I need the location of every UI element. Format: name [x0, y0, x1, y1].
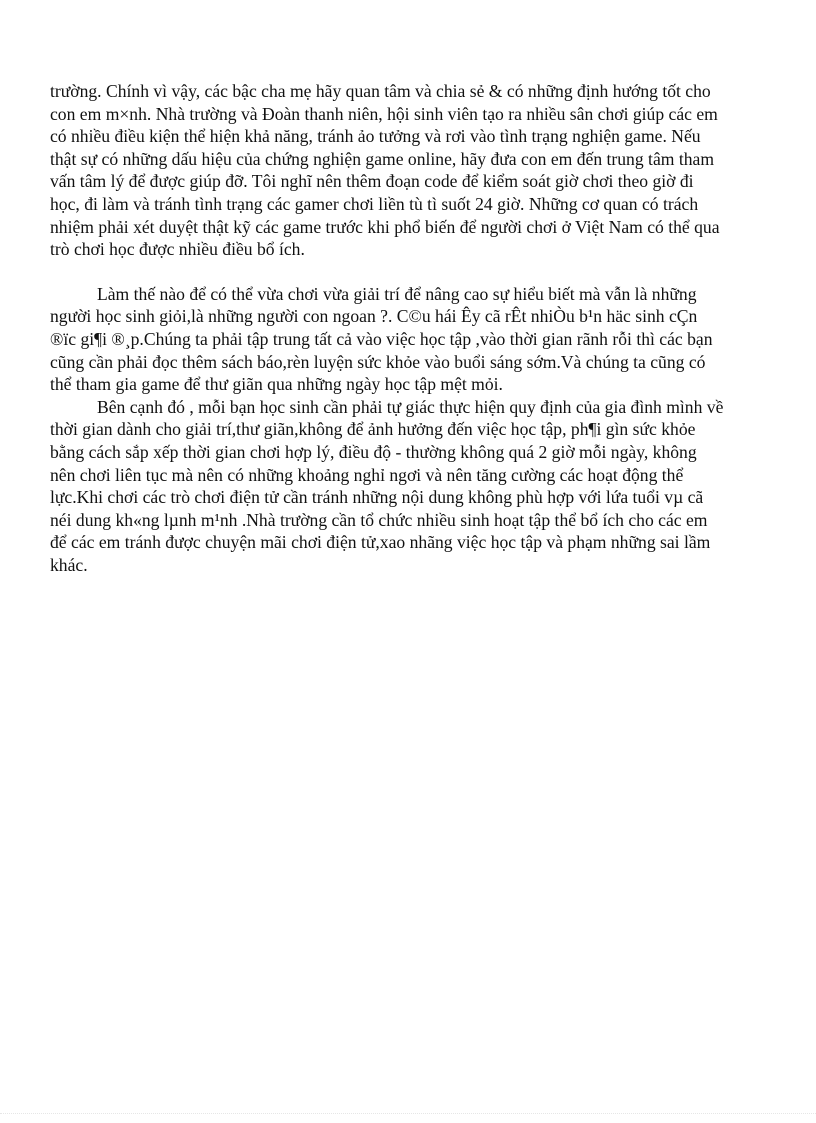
page-bottom-divider — [0, 1113, 816, 1115]
text-line: cũng cần phải đọc thêm sách báo,rèn luyện sức khỏe vào buổi sáng sớm.Và chúng ta cũng có — [50, 351, 706, 372]
text-line: bằng cách sắp xếp thời gian chơi hợp lý, điều độ - thường không quá 2 giờ mỗi ngày, không — [50, 441, 697, 462]
text-line: trò chơi học được nhiều điều bổ ích. — [50, 239, 305, 260]
paragraph-2 — [50, 283, 762, 396]
text-line: học, đi làm và tránh tình trạng các gamer chơi liền tù tì suốt 24 giờ. Những cơ quan có trách — [50, 193, 699, 214]
text-line: thật sự có những dấu hiệu của chứng nghiện game online, hãy đưa con em đến trung tâm tham — [50, 148, 715, 169]
text-line: người học sinh giỏi,là những người con ngoan ?. C©u hái Êy cã rÊt nhiÒu b¹n häc sinh cÇn — [50, 306, 698, 327]
text-line: vấn tâm lý để được giúp đỡ. Tôi nghĩ nên thêm đoạn code để kiểm soát giờ chơi theo giờ đi — [50, 171, 694, 192]
text-line: trường. Chính vì vậy, các bậc cha mẹ hãy quan tâm và chia sẻ & có những định hướng tốt cho — [50, 81, 711, 101]
text-line: thời gian dành cho giải trí,thư giãn,không để ảnh hưởng đến việc học tập, ph¶i gìn sức khỏe — [50, 419, 696, 440]
paragraph-spacer — [50, 261, 762, 283]
text-line: Bên cạnh đó , mỗi bạn học sinh cần phải tự giác thực hiện quy định của gia đình mình về — [97, 396, 724, 417]
paragraph-3 — [50, 396, 762, 577]
document-body — [50, 80, 762, 576]
text-line: Làm thế nào để có thể vừa chơi vừa giải trí để nâng cao sự hiểu biết mà vẫn là những — [97, 283, 697, 304]
text-line: có nhiều điều kiện thể hiện khả năng, tránh ảo tưởng và rơi vào tình trạng nghiện game. Nếu — [50, 126, 701, 147]
text-line: ®ïc gi¶i ®¸p.Chúng ta phải tập trung tất cả vào việc học tập ,vào thời gian rãnh rỗi thì các bạn — [50, 328, 713, 349]
text-line: lực.Khi chơi các trò chơi điện tử cần tránh những nội dung không phù hợp với lứa tuổi vµ cã — [50, 487, 704, 508]
paragraph-1 — [50, 80, 762, 261]
text-line: khác. — [50, 554, 88, 575]
text-line: nên chơi liên tục mà nên có những khoảng nghỉ ngơi và nên tăng cường các hoạt động thể — [50, 464, 684, 485]
text-line: thể tham gia game để thư giãn qua những ngày học tập mệt mỏi. — [50, 374, 503, 395]
text-line: nhiệm phải xét duyệt thật kỹ các game trước khi phổ biến để người chơi ở Việt Nam có thể qua — [50, 216, 720, 237]
text-line: néi dung kh«ng lµnh m¹nh .Nhà trường cần tổ chức nhiều sinh hoạt tập thể bổ ích cho các em — [50, 509, 708, 530]
text-line: để các em tránh được chuyện mãi chơi điện tử,xao nhãng việc học tập và phạm những sai lầm — [50, 532, 711, 553]
text-line: con em m×nh. Nhà trường và Đoàn thanh niên, hội sinh viên tạo ra nhiều sân chơi giúp các em — [50, 103, 718, 124]
